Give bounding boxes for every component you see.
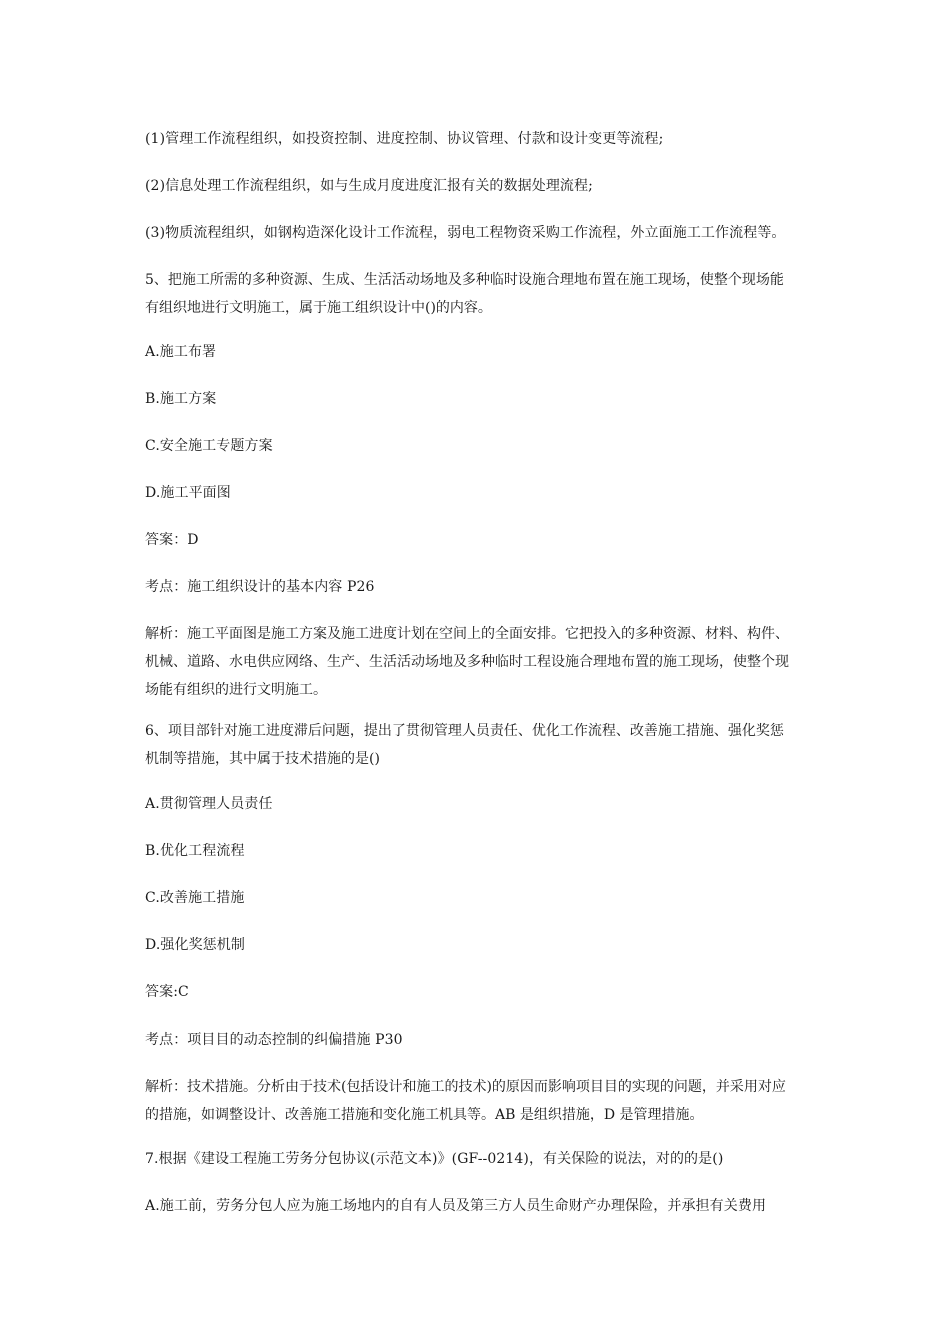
- text-line: (2)信息处理工作流程组织，如与生成月度进度汇报有关的数据处理流程;: [145, 178, 593, 194]
- q5-option-b: B.施工方案: [145, 391, 217, 407]
- q6-option-a: A.贯彻管理人员责任: [145, 796, 273, 812]
- text-line: (3)物质流程组织，如钢构造深化设计工作流程，弱电工程物资采购工作流程，外立面施工工作流程等。: [145, 225, 786, 241]
- q5-option-c: C.安全施工专题方案: [145, 438, 273, 454]
- q6-answer: 答案:C: [145, 984, 189, 1000]
- q5-option-a: A.施工布署: [145, 344, 217, 360]
- q6-option-d: D.强化奖惩机制: [145, 937, 245, 953]
- q7-option-a: A.施工前，劳务分包人应为施工场地内的自有人员及第三方人员生命财产办理保险，并承担有关费用: [145, 1198, 767, 1214]
- q6-analysis: 解析：技术措施。分析由于技术(包括设计和施工的技术)的原因而影响项目目的实现的问题，并采用对应 的措施，如调整设计、改善施工措施和变化施工机具等。AB 是组织措施，D 是管理措施。: [145, 1079, 786, 1123]
- q6-option-c: C.改善施工措施: [145, 890, 245, 906]
- q6-exam-point: 考点：项目目的动态控制的纠偏措施 P30: [145, 1032, 403, 1048]
- q5-exam-point: 考点：施工组织设计的基本内容 P26: [145, 579, 375, 595]
- q5-option-d: D.施工平面图: [145, 485, 231, 501]
- q6-option-b: B.优化工程流程: [145, 843, 245, 859]
- question-6-stem: 6、项目部针对施工进度滞后问题，提出了贯彻管理人员责任、优化工作流程、改善施工措施、强化奖惩 机制等措施，其中属于技术措施的是(): [145, 723, 784, 767]
- question-7-stem: 7.根据《建设工程施工劳务分包协议(示范文本)》(GF--0214)，有关保险的说法，对的的是(): [145, 1151, 724, 1167]
- text-line: (1)管理工作流程组织，如投资控制、进度控制、协议管理、付款和设计变更等流程;: [145, 131, 664, 147]
- q5-analysis: 解析：施工平面图是施工方案及施工进度计划在空间上的全面安排。它把投入的多种资源、材料、构件、 机械、道路、水电供应网络、生产、生活活动场地及多种临时工程设施合理地布置的施工现场，使整个现 场能有组织的进行文明施工。: [145, 626, 789, 698]
- q5-answer: 答案：D: [145, 532, 199, 548]
- question-5-stem: 5、把施工所需的多种资源、生成、生活活动场地及多种临时设施合理地布置在施工现场，使整个现场能 有组织地进行文明施工，属于施工组织设计中()的内容。: [145, 272, 784, 316]
